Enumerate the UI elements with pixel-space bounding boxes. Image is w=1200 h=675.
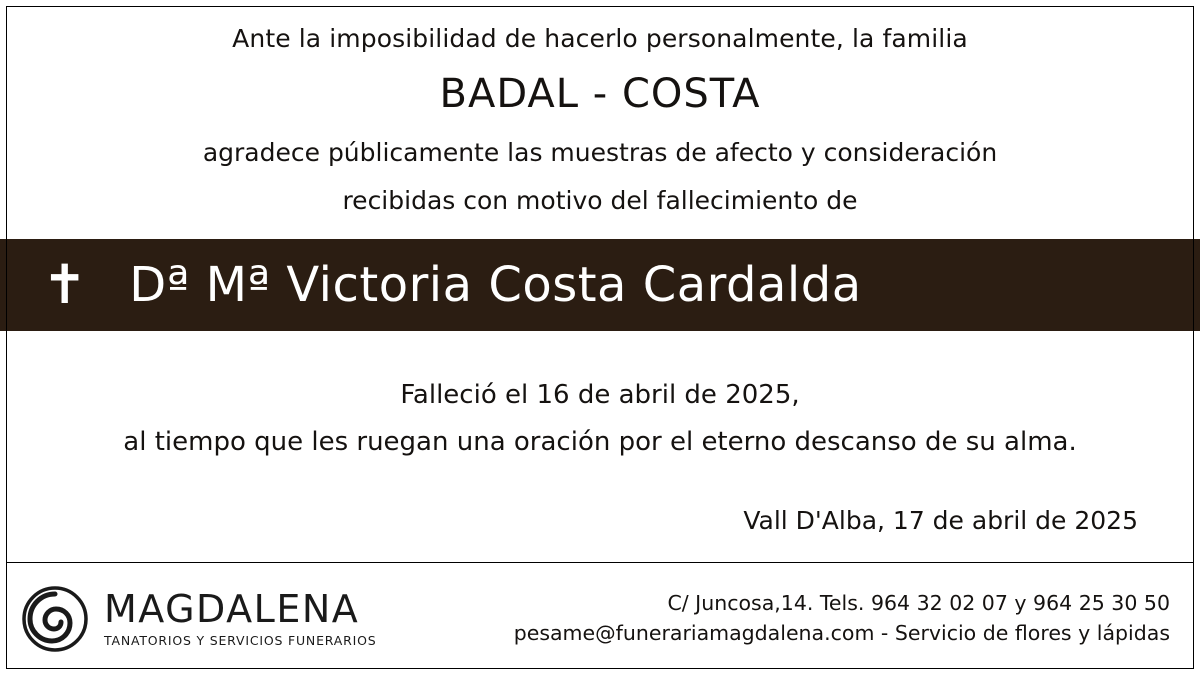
brand-block xyxy=(22,586,376,652)
place-date-line: Vall D'Alba, 17 de abril de 2025 xyxy=(743,506,1138,536)
thanks-line: agradece públicamente las muestras de afecto y consideración xyxy=(202,137,998,167)
brand-text xyxy=(104,586,377,649)
death-date-line: Falleció el 16 de abril de 2025, xyxy=(400,380,800,411)
received-line: recibidas con motivo del fallecimiento de xyxy=(342,185,858,215)
brand-subtitle: TANATORIOS Y SERVICIOS FUNERARIOS xyxy=(104,633,377,649)
prayer-line: al tiempo que les ruegan una oración por el eterno descanso de su alma. xyxy=(123,426,1077,457)
spiral-logo-icon xyxy=(22,586,88,652)
cross-icon: ✝ xyxy=(42,253,88,317)
deceased-name-band xyxy=(0,239,1200,331)
brand-name: MAGDALENA xyxy=(104,586,360,631)
contact-address-line: C/ Juncosa,14. Tels. 964 32 02 07 y 964 25 30 50 xyxy=(667,591,1170,616)
notice-footer xyxy=(0,563,1200,675)
family-name: BADAL - COSTA xyxy=(439,70,761,117)
notice-header xyxy=(0,0,1200,225)
deceased-name: Dª Mª Victoria Costa Cardalda xyxy=(129,257,862,314)
notice-body xyxy=(0,331,1200,562)
contact-block xyxy=(514,589,1170,648)
intro-line: Ante la imposibilidad de hacerlo personalmente, la familia xyxy=(232,24,968,53)
contact-email-line: pesame@funerariamagdalena.com - Servicio de flores y lápidas xyxy=(513,621,1170,645)
